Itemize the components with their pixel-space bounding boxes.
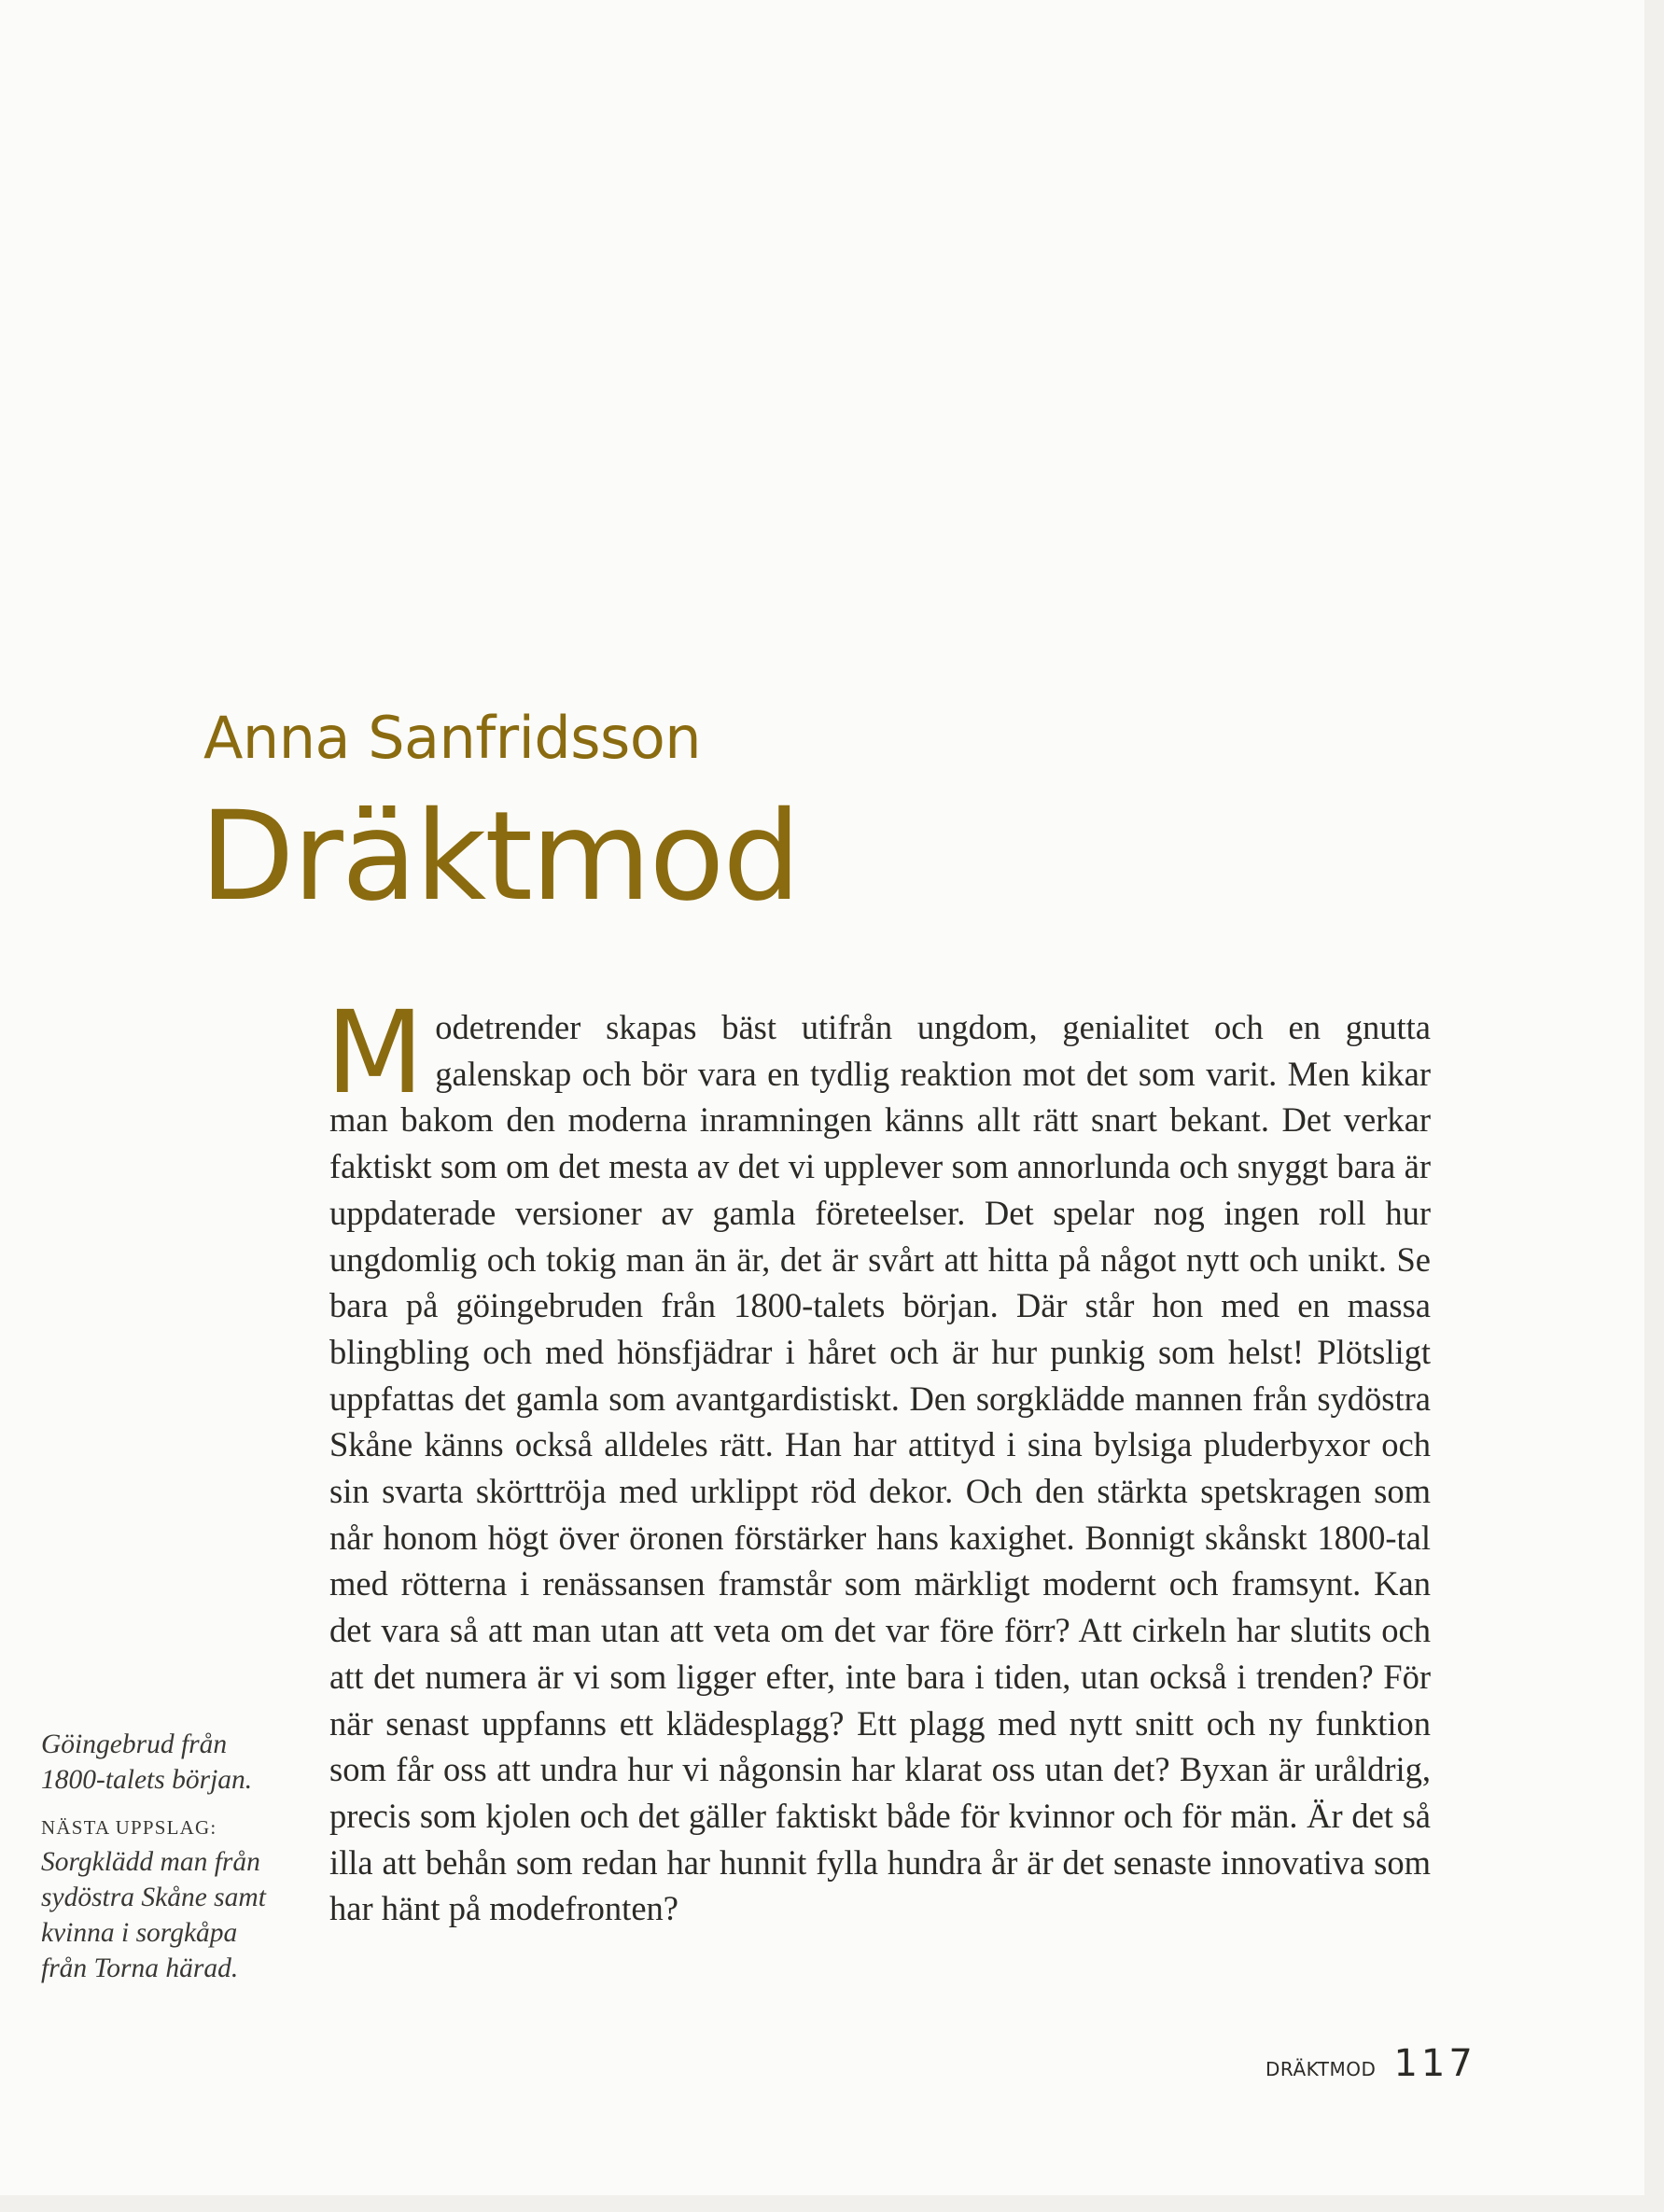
article-title: Dräktmod (200, 785, 800, 929)
article-body (326, 987, 1431, 1932)
drop-cap: M (326, 987, 425, 1119)
article-body-text: odetrender skapas bäst utifrån ungdom, genialitet och en gnutta galenskap och bör vara en tydlig reaktion mot det som varit. Men kikar man bakom den moderna inramningen känns allt rätt snart bekant. Det verkar faktiskt som om det mesta av det vi upplever som annorlunda och snyggt bara är uppdaterade versioner av gamla företeelser. Det spelar nog ingen roll hur ungdomlig och tokig man än är, det är svårt att hitta på något nytt och unikt. Se bara på göingebruden från 1800-talets början. Där står hon med en massa blingbling och med hönsfjädrar i håret och är hur punkig som helst! Plötsligt uppfattas det gamla som avantgardistiskt. Den sorgklädde mannen från sydöstra Skåne känns också alldeles rätt. Han har attityd i sina bylsiga pluderbyxor och sin svarta skörttröja med urklippt röd dekor. Och den stärkta spetskragen som når honom högt över öronen förstärker hans kaxighet. Bonnigt skånskt 1800-tal med rötterna i renässansen framstår som märkligt modernt och framsynt. Kan det vara så att man utan att veta om det var före förr? Att cirkeln har slutits och att det numera är vi som ligger efter, inte bara i tiden, utan också i trenden? För när senast uppfanns ett klädesplagg? Ett plagg med nytt snitt och ny funktion som får oss att undra hur vi någonsin har klarat oss utan det? Byxan är uråldrig, precis som kjolen och det gäller faktiskt både för kvinnor och för män. Är det så illa att behån som redan har hunnit fylla hundra år är det senaste innovativa som har hänt på modefronten? (329, 1008, 1431, 1928)
author-name: Anna Sanfridsson (203, 704, 702, 772)
caption-next-spread-label: NÄSTA UPPSLAG: (41, 1816, 217, 1839)
caption-secondary: Sorgklädd man från sydöstra Skåne samt kvinna i sorgkåpa från Torna härad. (41, 1847, 266, 1983)
caption-primary: Göingebrud från 1800-talets början. (41, 1729, 253, 1795)
page-number: 117 (1393, 2042, 1476, 2085)
image-caption (41, 1727, 293, 1986)
running-head: DRÄKTMOD (1265, 2058, 1377, 2080)
page-footer (1265, 2042, 1476, 2085)
